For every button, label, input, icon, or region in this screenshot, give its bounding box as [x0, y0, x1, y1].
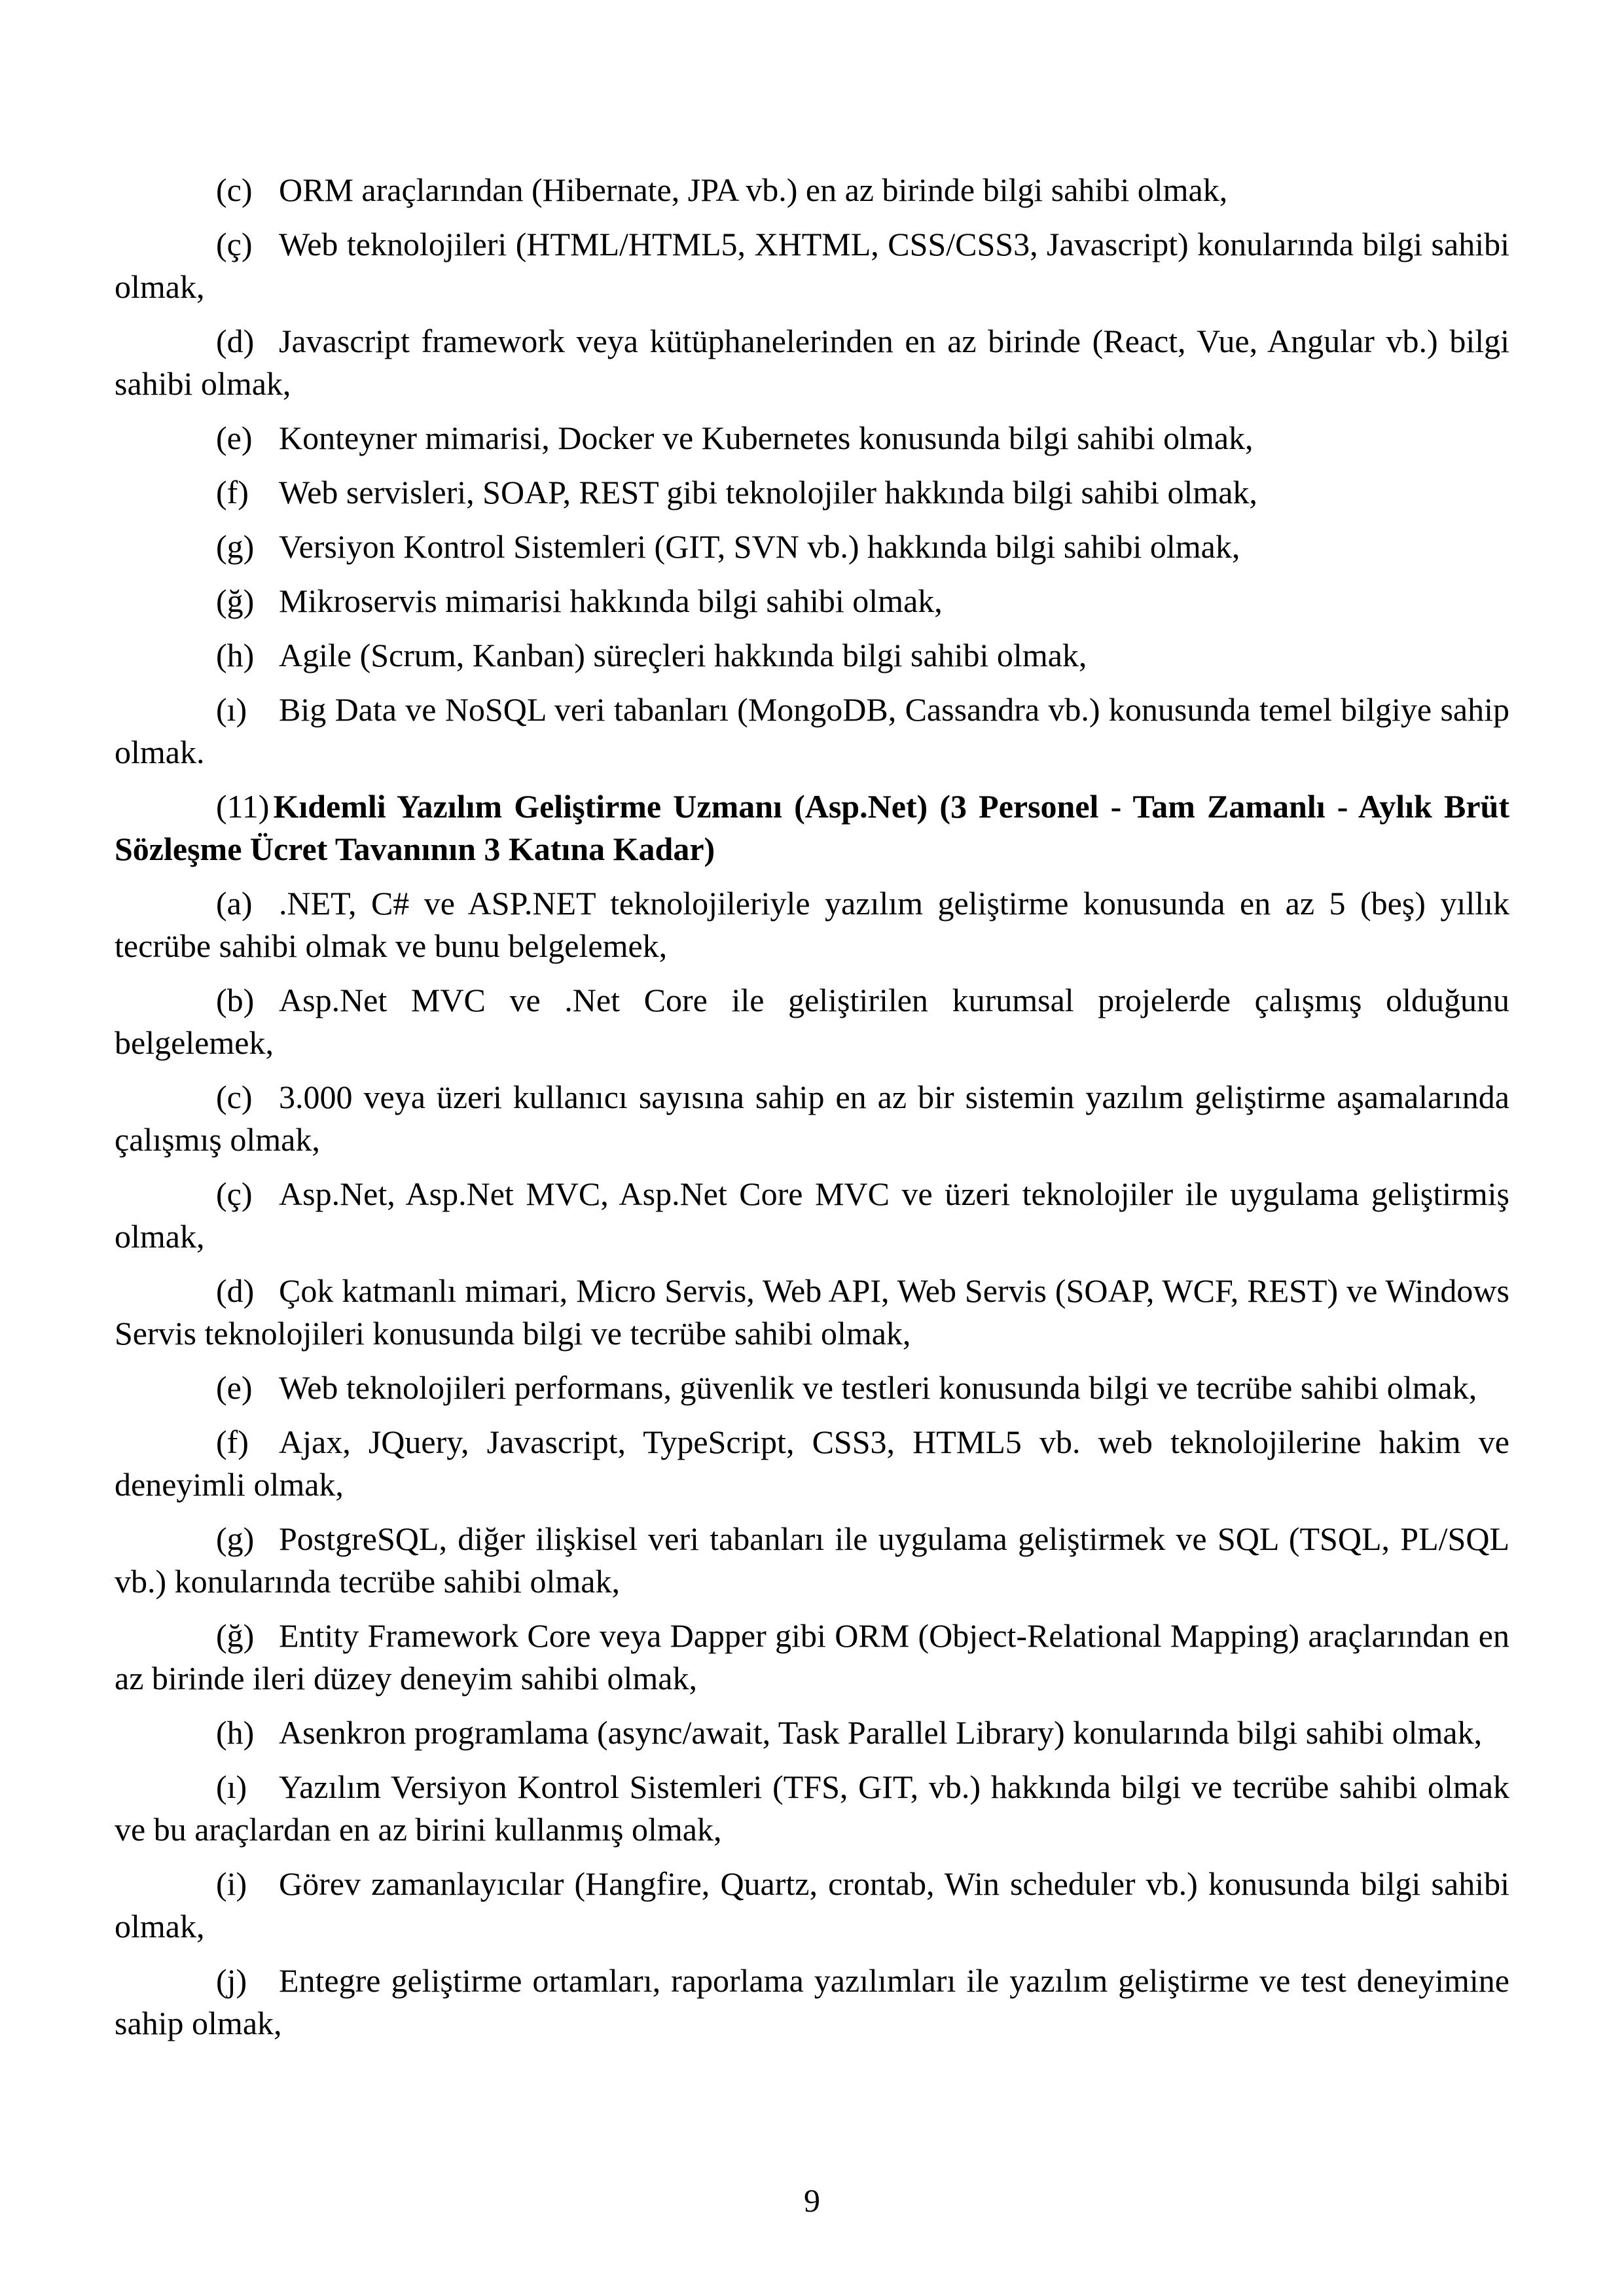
item-text: Web teknolojileri performans, güvenlik ve testleri konusunda bilgi ve tecrübe sahibi olmak, [279, 1369, 1477, 1406]
list-item-e [115, 417, 1509, 459]
item-label: (c) [216, 1079, 253, 1115]
item-text: Asp.Net, Asp.Net MVC, Asp.Net Core MVC ve üzeri teknolojiler ile uygulama geliştirmiş olmak, [115, 1175, 1509, 1255]
heading-number: (11) [216, 788, 270, 825]
item-text: Entegre geliştirme ortamları, raporlama yazılımları ile yazılım geliştirme ve test deneyimine sahip olmak, [115, 1962, 1509, 2041]
list-item-h [115, 634, 1509, 677]
item-text: Görev zamanlayıcılar (Hangfire, Quartz, crontab, Win scheduler vb.) konusunda bilgi sahibi olmak, [115, 1865, 1509, 1945]
item-label: (f) [216, 1424, 249, 1460]
document-body [115, 169, 1509, 2056]
item-text: Agile (Scrum, Kanban) süreçleri hakkında bilgi sahibi olmak, [279, 637, 1087, 673]
list-item-d [115, 320, 1509, 405]
item-text: Konteyner mimarisi, Docker ve Kubernetes konusunda bilgi sahibi olmak, [279, 420, 1254, 456]
item-label: (h) [216, 1714, 255, 1751]
item-label: (e) [216, 1369, 253, 1406]
item-text: Javascript framework veya kütüphanelerinden en az birinde (React, Vue, Angular vb.) bilgi sahibi olmak, [115, 323, 1509, 402]
item-label: (d) [216, 323, 255, 359]
list-item-g [115, 1518, 1509, 1603]
list-item-ii [115, 1766, 1509, 1851]
page-footer [0, 2179, 1624, 2222]
list-item-f [115, 1421, 1509, 1506]
item-label: (j) [216, 1962, 247, 1999]
item-text: Asp.Net MVC ve .Net Core ile geliştirilen kurumsal projelerde çalışmış olduğunu belgelemek, [115, 982, 1509, 1061]
item-label: (ı) [216, 691, 247, 728]
item-text: Entity Framework Core veya Dapper gibi ORM (Object-Relational Mapping) araçlarından en az birinde ileri düzey deneyim sahibi olmak, [115, 1617, 1509, 1696]
item-label: (ğ) [216, 583, 255, 619]
item-label: (b) [216, 982, 255, 1018]
item-label: (a) [216, 885, 253, 922]
item-label: (c) [216, 171, 253, 208]
item-text: Çok katmanlı mimari, Micro Servis, Web API, Web Servis (SOAP, WCF, REST) ve Windows Servis teknolojileri konusunda bilgi ve tecrübe sahibi olmak, [115, 1272, 1509, 1352]
page-number: 9 [804, 2182, 820, 2219]
item-text: Mikroservis mimarisi hakkında bilgi sahibi olmak, [279, 583, 943, 619]
item-label: (g) [216, 1520, 255, 1557]
item-text: Ajax, JQuery, Javascript, TypeScript, CSS3, HTML5 vb. web teknolojilerine hakim ve deneyimli olmak, [115, 1424, 1509, 1503]
list-item-a [115, 882, 1509, 967]
item-label: (e) [216, 420, 253, 456]
list-item-f [115, 471, 1509, 514]
item-text: PostgreSQL, diğer ilişkisel veri tabanları ile uygulama geliştirmek ve SQL (TSQL, PL/SQL vb.) konularında tecrübe sahibi olmak, [115, 1520, 1509, 1600]
item-label: (f) [216, 474, 249, 511]
heading-text: Kıdemli Yazılım Geliştirme Uzmanı (Asp.Net) (3 Personel - Tam Zamanlı - Aylık Brüt Sözleşme Ücret Tavanının 3 Katına Kadar) [115, 788, 1509, 867]
list-item-e [115, 1367, 1509, 1409]
item-text: 3.000 veya üzeri kullanıcı sayısına sahip en az bir sistemin yazılım geliştirme aşamalarında çalışmış olmak, [115, 1079, 1509, 1158]
item-text: .NET, C# ve ASP.NET teknolojileriyle yazılım geliştirme konusunda en az 5 (beş) yıllık tecrübe sahibi olmak ve bunu belgelemek, [115, 885, 1509, 964]
item-text: ORM araçlarından (Hibernate, JPA vb.) en az birinde bilgi sahibi olmak, [279, 171, 1228, 208]
list-item-cc [115, 1173, 1509, 1258]
section-heading-11 [115, 785, 1509, 870]
list-item-i [115, 1863, 1509, 1948]
list-item-cc [115, 223, 1509, 308]
item-label: (ç) [216, 1175, 253, 1212]
item-text: Versiyon Kontrol Sistemleri (GIT, SVN vb.) hakkında bilgi sahibi olmak, [279, 528, 1240, 565]
item-text: Web servisleri, SOAP, REST gibi teknolojiler hakkında bilgi sahibi olmak, [279, 474, 1257, 511]
list-item-gg [115, 580, 1509, 622]
list-item-h [115, 1712, 1509, 1754]
item-label: (i) [216, 1865, 247, 1902]
list-item-d [115, 1270, 1509, 1355]
list-item-j [115, 1960, 1509, 2045]
item-label: (h) [216, 637, 255, 673]
item-text: Big Data ve NoSQL veri tabanları (MongoDB, Cassandra vb.) konusunda temel bilgiye sahip olmak. [115, 691, 1509, 770]
list-item-c [115, 169, 1509, 211]
item-label: (ı) [216, 1768, 247, 1805]
item-text: Web teknolojileri (HTML/HTML5, XHTML, CSS/CSS3, Javascript) konularında bilgi sahibi olmak, [115, 226, 1509, 305]
item-label: (ç) [216, 226, 253, 262]
item-text: Asenkron programlama (async/await, Task Parallel Library) konularında bilgi sahibi olmak, [279, 1714, 1483, 1751]
list-item-g [115, 526, 1509, 568]
list-item-gg [115, 1615, 1509, 1700]
item-label: (d) [216, 1272, 255, 1309]
item-text: Yazılım Versiyon Kontrol Sistemleri (TFS, GIT, vb.) hakkında bilgi ve tecrübe sahibi olmak ve bu araçlardan en az birini kullanmış olmak, [115, 1768, 1509, 1848]
list-item-b [115, 979, 1509, 1064]
item-label: (g) [216, 528, 255, 565]
list-item-ii [115, 689, 1509, 774]
list-item-c [115, 1076, 1509, 1161]
item-label: (ğ) [216, 1617, 255, 1654]
